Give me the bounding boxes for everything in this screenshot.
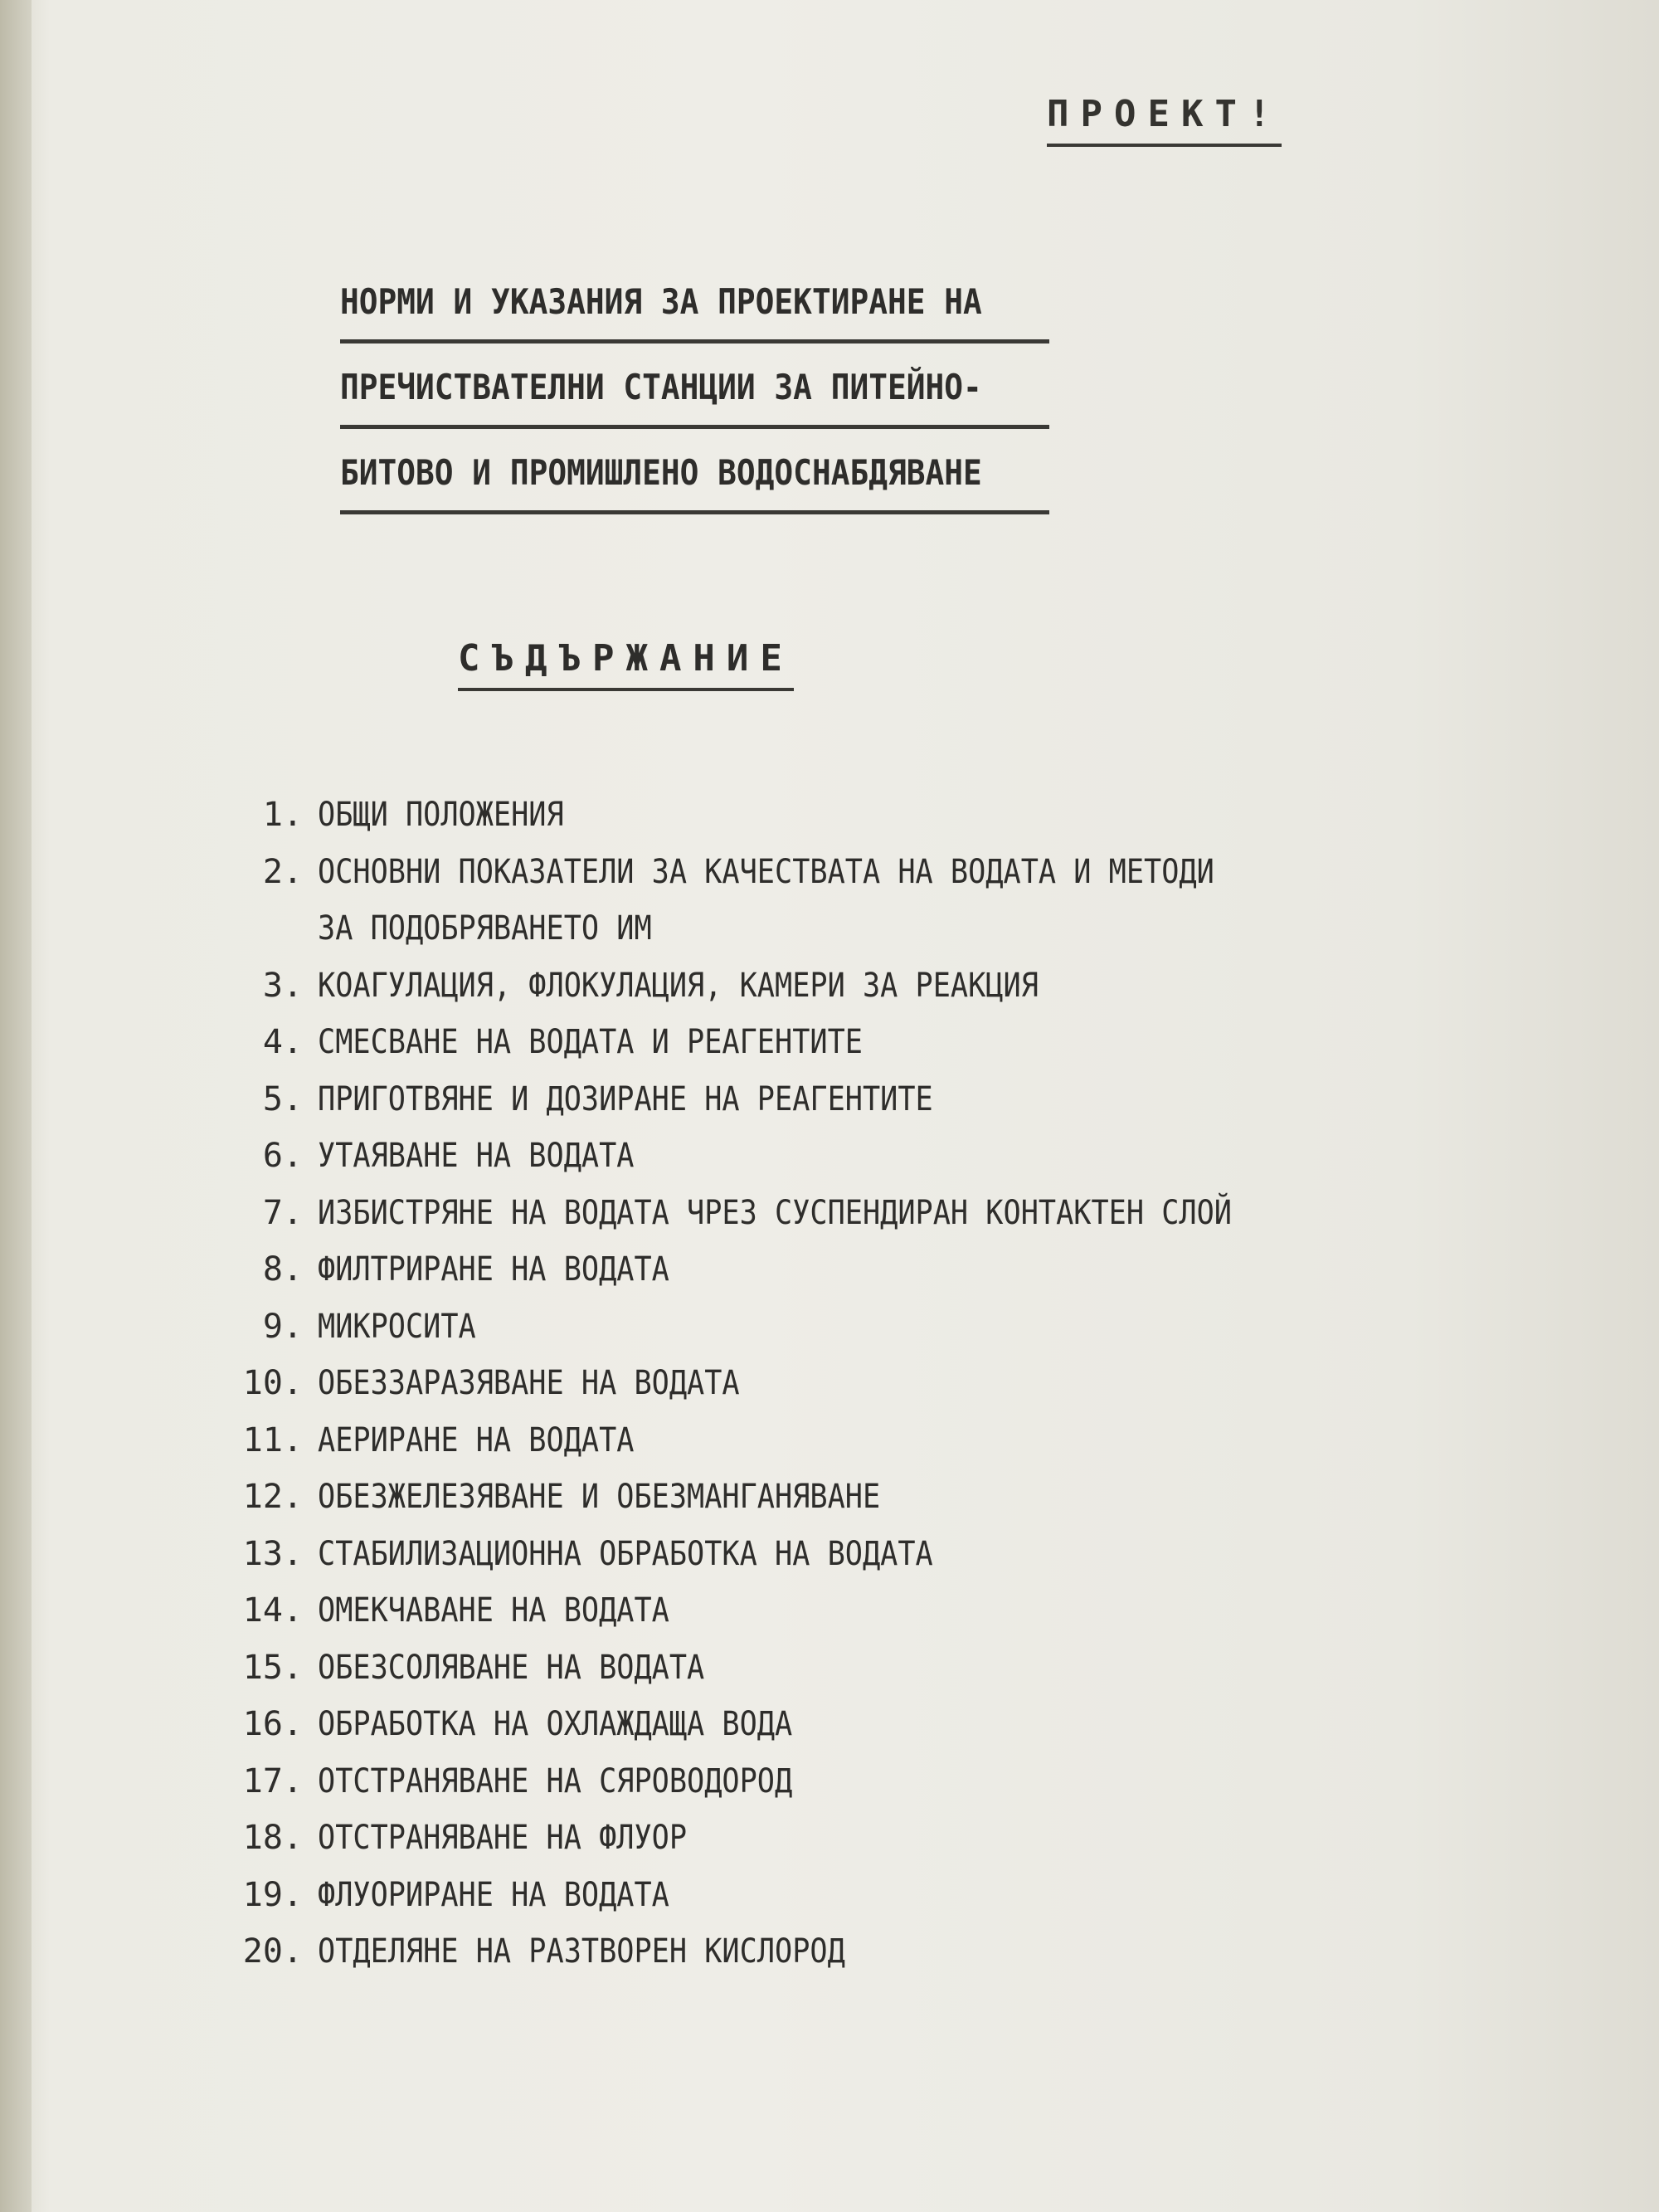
toc-item-title: ОТДЕЛЯНЕ НА РАЗТВОРЕН КИСЛОРОД <box>318 1932 845 1971</box>
toc-item-number: 3. <box>262 966 303 1005</box>
toc-item-title: ИЗБИСТРЯНЕ НА ВОДАТА ЧРЕЗ СУСПЕНДИРАН КОНТАКТЕН СЛОЙ <box>318 1193 1232 1232</box>
toc-item-title: СМЕСВАНЕ НА ВОДАТА И РЕАГЕНТИТЕ <box>318 1023 863 1061</box>
toc-item-number: 5. <box>262 1079 303 1118</box>
toc-item-title: УТАЯВАНЕ НА ВОДАТА <box>318 1137 635 1175</box>
toc-item <box>212 1469 1506 1526</box>
title-line-2: ПРЕЧИСТВАТЕЛНИ СТАНЦИИ ЗА ПИТЕЙНО- <box>340 363 1049 429</box>
toc-item-title: ОМЕКЧАВАНЕ НА ВОДАТА <box>318 1591 669 1630</box>
toc-item-title: ОБРАБОТКА НА ОХЛАЖДАЩА ВОДА <box>318 1705 793 1743</box>
toc-item-title: ПРИГОТВЯНЕ И ДОЗИРАНЕ НА РЕАГЕНТИТЕ <box>318 1079 933 1118</box>
toc-item-title: ОБЕЗЖЕЛЕЗЯВАНЕ И ОБЕЗМАНГАНЯВАНЕ <box>318 1478 881 1516</box>
toc-item <box>212 1355 1506 1412</box>
toc-item-number: 4. <box>262 1023 303 1061</box>
toc-item <box>212 1923 1506 1981</box>
toc-item <box>212 957 1506 1015</box>
toc-item-number-spacer <box>212 900 318 957</box>
toc-item <box>212 1014 1506 1071</box>
toc-item-number: 6. <box>262 1137 303 1175</box>
toc-item-title: ОБЕЗСОЛЯВАНЕ НА ВОДАТА <box>318 1648 705 1687</box>
toc-item <box>212 1582 1506 1640</box>
toc-item-number: 16. <box>242 1705 303 1743</box>
toc-item <box>212 787 1506 844</box>
toc-item-number: 13. <box>242 1534 303 1573</box>
toc-item-title: ОБЩИ ПОЛОЖЕНИЯ <box>318 796 564 834</box>
toc-item-title: ОБЕЗЗАРАЗЯВАНЕ НА ВОДАТА <box>318 1364 740 1402</box>
toc-item-number: 1. <box>262 796 303 834</box>
toc-item-number: 14. <box>242 1591 303 1630</box>
toc-item-number: 8. <box>262 1250 303 1289</box>
toc-item-title: ОТСТРАНЯВАНЕ НА ФЛУОР <box>318 1819 688 1857</box>
toc-item <box>212 1696 1506 1753</box>
toc-item-number: 10. <box>242 1364 303 1402</box>
toc-item-number: 20. <box>242 1932 303 1971</box>
toc-item <box>212 1412 1506 1469</box>
toc-item-title: ОТСТРАНЯВАНЕ НА СЯРОВОДОРОД <box>318 1761 793 1800</box>
toc-item-number: 17. <box>242 1761 303 1800</box>
toc-item <box>212 1526 1506 1583</box>
toc-item-continuation <box>212 900 1506 957</box>
toc-item-title: СТАБИЛИЗАЦИОННА ОБРАБОТКА НА ВОДАТА <box>318 1534 933 1573</box>
toc-item-title: АЕРИРАНЕ НА ВОДАТА <box>318 1420 635 1459</box>
document-title <box>340 278 1128 534</box>
title-line-3: БИТОВО И ПРОМИШЛЕНО ВОДОСНАБДЯВАНЕ <box>340 449 1049 514</box>
toc-item <box>212 1185 1506 1242</box>
project-stamp: ПРОЕКТ! <box>1047 93 1282 147</box>
toc-item <box>212 1810 1506 1867</box>
page-left-edge <box>0 0 32 2212</box>
toc-item-number: 18. <box>242 1819 303 1857</box>
toc-item-number: 7. <box>262 1193 303 1232</box>
toc-item-number: 2. <box>262 852 303 891</box>
toc-item-title: КОАГУЛАЦИЯ, ФЛОКУЛАЦИЯ, КАМЕРИ ЗА РЕАКЦИЯ <box>318 966 1039 1005</box>
toc-item <box>212 1298 1506 1356</box>
toc-item-title: ФЛУОРИРАНЕ НА ВОДАТА <box>318 1875 669 1914</box>
toc-item <box>212 1241 1506 1298</box>
toc-item-number: 9. <box>262 1307 303 1346</box>
contents-heading: СЪДЪРЖАНИЕ <box>458 637 794 691</box>
toc-item-title: МИКРОСИТА <box>318 1307 476 1346</box>
toc-item <box>212 1867 1506 1924</box>
toc-item-number: 12. <box>242 1478 303 1516</box>
toc-item-title: ФИЛТРИРАНЕ НА ВОДАТА <box>318 1250 669 1289</box>
toc-item-number: 15. <box>242 1648 303 1687</box>
toc-item <box>212 1071 1506 1128</box>
toc-item <box>212 1128 1506 1185</box>
table-of-contents <box>212 787 1506 1981</box>
toc-item-number: 19. <box>242 1875 303 1914</box>
toc-item <box>212 844 1506 901</box>
toc-item-number: 11. <box>242 1420 303 1459</box>
toc-item-title: ОСНОВНИ ПОКАЗАТЕЛИ ЗА КАЧЕСТВАТА НА ВОДАТА И МЕТОДИ <box>318 852 1214 891</box>
toc-item <box>212 1640 1506 1697</box>
toc-item-title-continued: ЗА ПОДОБРЯВАНЕТО ИМ <box>318 909 652 948</box>
title-line-1: НОРМИ И УКАЗАНИЯ ЗА ПРОЕКТИРАНЕ НА <box>340 278 1049 343</box>
toc-item <box>212 1753 1506 1810</box>
